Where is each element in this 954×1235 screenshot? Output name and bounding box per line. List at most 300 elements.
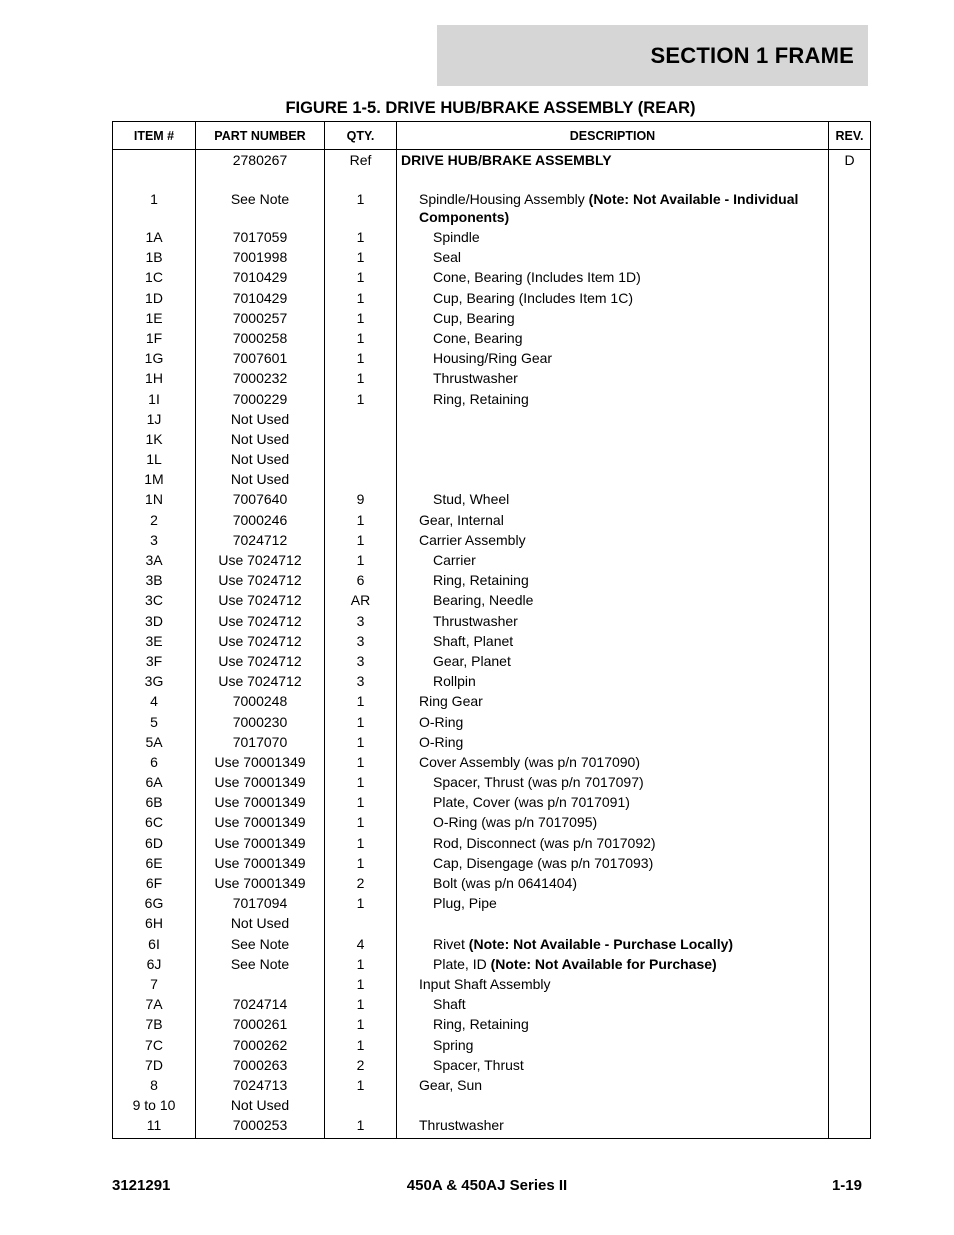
description-text [401, 773, 828, 791]
cell-rev [829, 995, 871, 1015]
cell-qty: 2 [325, 874, 397, 894]
cell-item: 1J [113, 410, 196, 430]
description-label: Seal [433, 249, 462, 266]
description-label: Gear, Sun [419, 1076, 483, 1093]
cell-description [397, 995, 829, 1015]
cell-description [397, 309, 829, 329]
cell-description [397, 713, 829, 733]
cell-description [397, 369, 829, 389]
description-text [401, 713, 828, 731]
cell-part-number: Not Used [196, 914, 325, 934]
table-row [113, 571, 871, 591]
cell-rev [829, 652, 871, 672]
footer-page-number: 1-19 [831, 1177, 862, 1194]
cell-item: 1H [113, 369, 196, 389]
cell-part-number: Use 70001349 [196, 874, 325, 894]
cell-description [397, 692, 829, 712]
cell-item: 1D [113, 289, 196, 309]
cell-part-number: 7000258 [196, 329, 325, 349]
cell-part-number: Use 70001349 [196, 753, 325, 773]
table-row [113, 289, 871, 309]
cell-item: 7B [113, 1015, 196, 1035]
description-text [401, 268, 828, 286]
cell-rev [829, 672, 871, 692]
cell-part-number: Use 70001349 [196, 834, 325, 854]
description-text [401, 813, 828, 831]
cell-qty: 1 [325, 309, 397, 329]
cell-qty: 1 [325, 531, 397, 551]
cell-qty: 1 [325, 369, 397, 389]
cell-part-number: 7000261 [196, 1015, 325, 1035]
cell-qty: 1 [325, 190, 397, 228]
description-text [401, 1036, 828, 1054]
cell-part-number: Use 7024712 [196, 632, 325, 652]
description-text [401, 329, 828, 347]
cell-part-number: Use 7024712 [196, 571, 325, 591]
table-row [113, 150, 871, 191]
table-row [113, 1036, 871, 1056]
cell-qty: Ref [325, 150, 397, 191]
cell-qty: 1 [325, 894, 397, 914]
description-text [401, 390, 828, 408]
cell-qty: 1 [325, 551, 397, 571]
cell-description [397, 1036, 829, 1056]
cell-rev [829, 410, 871, 430]
cell-item: 6 [113, 753, 196, 773]
cell-rev [829, 289, 871, 309]
cell-item: 1L [113, 450, 196, 470]
cell-item: 3A [113, 551, 196, 571]
cell-description [397, 854, 829, 874]
description-label: Plate, Cover (was p/n 7017091) [433, 794, 630, 811]
cell-description [397, 874, 829, 894]
cell-rev [829, 511, 871, 531]
cell-part-number: 7000246 [196, 511, 325, 531]
table-row [113, 1116, 871, 1139]
cell-qty [325, 430, 397, 450]
cell-description [397, 591, 829, 611]
table-row [113, 591, 871, 611]
description-label: Thrustwasher [433, 370, 518, 387]
cell-part-number: 7024712 [196, 531, 325, 551]
description-label: Spacer, Thrust [433, 1056, 524, 1073]
parts-table [112, 121, 871, 1139]
cell-item: 1N [113, 490, 196, 510]
section-banner [437, 25, 868, 86]
cell-rev [829, 713, 871, 733]
cell-description [397, 733, 829, 753]
cell-qty: 1 [325, 854, 397, 874]
cell-rev [829, 450, 871, 470]
cell-part-number: Use 7024712 [196, 551, 325, 571]
cell-item: 7C [113, 1036, 196, 1056]
description-text [401, 894, 828, 912]
cell-rev [829, 190, 871, 228]
cell-item: 8 [113, 1076, 196, 1096]
cell-qty [325, 914, 397, 934]
cell-item: 1B [113, 248, 196, 268]
description-label: Plug, Pipe [433, 895, 497, 912]
cell-qty [325, 1096, 397, 1116]
table-row [113, 450, 871, 470]
table-row [113, 1056, 871, 1076]
cell-part-number: Use 70001349 [196, 793, 325, 813]
description-label: Stud, Wheel [433, 491, 510, 508]
description-text [401, 1076, 828, 1094]
cell-qty: 4 [325, 935, 397, 955]
cell-qty: 1 [325, 793, 397, 813]
cell-rev [829, 955, 871, 975]
table-row [113, 349, 871, 369]
table-row [113, 1096, 871, 1116]
cell-item: 5 [113, 713, 196, 733]
cell-item: 2 [113, 511, 196, 531]
description-text [401, 1015, 828, 1033]
cell-part-number: 7017094 [196, 894, 325, 914]
header-part-number: PART NUMBER [196, 122, 325, 150]
cell-qty: 1 [325, 1036, 397, 1056]
cell-part-number: 7000262 [196, 1036, 325, 1056]
header-description: DESCRIPTION [397, 122, 829, 150]
cell-part-number: See Note [196, 935, 325, 955]
cell-part-number: 7024714 [196, 995, 325, 1015]
cell-description [397, 935, 829, 955]
cell-qty: 1 [325, 753, 397, 773]
description-label: Cup, Bearing [433, 309, 515, 326]
cell-qty: 1 [325, 834, 397, 854]
cell-part-number: See Note [196, 955, 325, 975]
cell-qty: 1 [325, 955, 397, 975]
table-row [113, 490, 871, 510]
cell-rev [829, 531, 871, 551]
table-row [113, 329, 871, 349]
description-label: Housing/Ring Gear [433, 350, 553, 367]
description-text [401, 1056, 828, 1074]
table-row [113, 511, 871, 531]
cell-rev [829, 228, 871, 248]
description-label: Carrier Assembly [419, 531, 526, 548]
description-text [401, 228, 828, 246]
cell-item: 3G [113, 672, 196, 692]
description-text [401, 591, 828, 609]
description-text [401, 551, 828, 569]
cell-item [113, 150, 196, 191]
table-row [113, 410, 871, 430]
description-label: Shaft [433, 996, 466, 1013]
description-text [401, 369, 828, 387]
table-row [113, 813, 871, 833]
cell-qty [325, 410, 397, 430]
description-label: Cap, Disengage (was p/n 7017093) [433, 854, 654, 871]
description-text [401, 692, 828, 710]
table-row [113, 190, 871, 228]
cell-rev: D [829, 150, 871, 191]
cell-item: 1 [113, 190, 196, 228]
description-label: Rivet [433, 935, 469, 952]
cell-rev [829, 571, 871, 591]
cell-item: 1F [113, 329, 196, 349]
table-row [113, 390, 871, 410]
cell-qty: 1 [325, 995, 397, 1015]
description-label: Ring, Retaining [433, 572, 529, 589]
description-label: Input Shaft Assembly [419, 975, 551, 992]
cell-item: 7D [113, 1056, 196, 1076]
figure-title: FIGURE 1-5. DRIVE HUB/BRAKE ASSEMBLY (REAR) [285, 99, 696, 117]
description-text [401, 531, 828, 549]
cell-part-number: 7010429 [196, 268, 325, 288]
table-row [113, 531, 871, 551]
description-label: Spacer, Thrust (was p/n 7017097) [433, 774, 644, 791]
cell-qty: 3 [325, 652, 397, 672]
cell-rev [829, 329, 871, 349]
cell-rev [829, 430, 871, 450]
cell-item: 9 to 10 [113, 1096, 196, 1116]
cell-description [397, 632, 829, 652]
cell-qty: 1 [325, 713, 397, 733]
cell-description [397, 150, 829, 191]
cell-rev [829, 248, 871, 268]
description-text [401, 248, 828, 266]
description-label: O-Ring (was p/n 7017095) [433, 814, 598, 831]
cell-qty: 1 [325, 1015, 397, 1035]
cell-description [397, 228, 829, 248]
cell-description [397, 672, 829, 692]
table-row [113, 975, 871, 995]
table-row [113, 935, 871, 955]
description-text [401, 349, 828, 367]
cell-qty: 1 [325, 1076, 397, 1096]
cell-part-number: Use 7024712 [196, 652, 325, 672]
cell-item: 3C [113, 591, 196, 611]
description-text [401, 652, 828, 670]
cell-item: 6G [113, 894, 196, 914]
cell-item: 7A [113, 995, 196, 1015]
cell-part-number: Not Used [196, 430, 325, 450]
cell-rev [829, 894, 871, 914]
table-row [113, 612, 871, 632]
description-text [401, 854, 828, 872]
cell-part-number: 7000257 [196, 309, 325, 329]
description-text [401, 733, 828, 751]
description-text [401, 309, 828, 327]
cell-item: 4 [113, 692, 196, 712]
description-label: Spindle [433, 229, 480, 245]
table-row [113, 733, 871, 753]
cell-rev [829, 793, 871, 813]
table-row [113, 309, 871, 329]
table-row [113, 955, 871, 975]
cell-item: 6E [113, 854, 196, 874]
cell-description [397, 1096, 829, 1116]
table-row [113, 470, 871, 490]
cell-part-number: 7017070 [196, 733, 325, 753]
cell-item: 7 [113, 975, 196, 995]
description-label: Spindle/Housing Assembly [419, 191, 589, 207]
table-row [113, 248, 871, 268]
cell-part-number: 7000253 [196, 1116, 325, 1139]
description-label: Thrustwasher [433, 612, 518, 629]
cell-part-number: 7000230 [196, 713, 325, 733]
cell-part-number: Use 70001349 [196, 854, 325, 874]
cell-qty: 1 [325, 975, 397, 995]
cell-rev [829, 268, 871, 288]
cell-part-number: 7000263 [196, 1056, 325, 1076]
cell-rev [829, 1015, 871, 1035]
cell-description [397, 349, 829, 369]
cell-item: 1K [113, 430, 196, 450]
table-header-row [113, 122, 871, 150]
cell-qty: 1 [325, 268, 397, 288]
cell-rev [829, 1116, 871, 1139]
cell-qty: 9 [325, 490, 397, 510]
cell-part-number: 7007640 [196, 490, 325, 510]
cell-description [397, 390, 829, 410]
description-label: Cone, Bearing [433, 329, 523, 346]
cell-description [397, 551, 829, 571]
cell-description [397, 268, 829, 288]
description-label: Bolt (was p/n 0641404) [433, 875, 577, 891]
description-text [401, 935, 828, 953]
cell-rev [829, 369, 871, 389]
table-row [113, 713, 871, 733]
cell-item: 1E [113, 309, 196, 329]
description-text [401, 672, 828, 690]
cell-rev [829, 612, 871, 632]
table-row [113, 672, 871, 692]
description-label: Cone, Bearing (Includes Item 1D) [433, 269, 641, 286]
cell-qty: AR [325, 591, 397, 611]
cell-part-number: Not Used [196, 470, 325, 490]
cell-description [397, 329, 829, 349]
cell-part-number: 7000248 [196, 692, 325, 712]
description-note: (Note: Not Available for Purchase) [490, 955, 717, 972]
cell-description [397, 1116, 829, 1139]
cell-item: 1I [113, 390, 196, 410]
table-row [113, 793, 871, 813]
cell-item: 5A [113, 733, 196, 753]
cell-description [397, 612, 829, 632]
table-row [113, 369, 871, 389]
cell-item: 6C [113, 813, 196, 833]
description-text [401, 612, 828, 630]
table-row [113, 914, 871, 934]
cell-item: 1G [113, 349, 196, 369]
description-label: Thrustwasher [419, 1117, 504, 1134]
cell-rev [829, 733, 871, 753]
cell-description [397, 813, 829, 833]
cell-item: 6A [113, 773, 196, 793]
description-label: Gear, Internal [419, 511, 504, 528]
cell-qty: 2 [325, 1056, 397, 1076]
cell-description [397, 1015, 829, 1035]
cell-rev [829, 632, 871, 652]
cell-rev [829, 349, 871, 369]
cell-rev [829, 1036, 871, 1056]
table-row [113, 652, 871, 672]
cell-description [397, 289, 829, 309]
description-text [401, 975, 828, 993]
cell-item: 6F [113, 874, 196, 894]
table-row [113, 692, 871, 712]
cell-rev [829, 773, 871, 793]
cell-rev [829, 813, 871, 833]
cell-description [397, 773, 829, 793]
description-text [401, 995, 828, 1013]
cell-description [397, 190, 829, 228]
table-row [113, 995, 871, 1015]
cell-qty: 3 [325, 612, 397, 632]
cell-description [397, 571, 829, 591]
header-qty: QTY. [325, 122, 397, 150]
cell-description [397, 430, 829, 450]
description-text [401, 874, 828, 892]
description-label: Rod, Disconnect (was p/n 7017092) [433, 834, 656, 851]
cell-description [397, 450, 829, 470]
cell-rev [829, 390, 871, 410]
description-text [401, 955, 828, 973]
description-text [401, 151, 828, 169]
table-row [113, 1076, 871, 1096]
description-note: (Note: Not Available - Individual Components) [419, 191, 799, 225]
cell-rev [829, 1076, 871, 1096]
cell-item: 3B [113, 571, 196, 591]
cell-qty: 1 [325, 248, 397, 268]
table-row [113, 834, 871, 854]
description-label: Cover Assembly (was p/n 7017090) [419, 753, 640, 770]
footer-model: 450A & 450AJ Series II [406, 1177, 568, 1194]
cell-qty: 6 [325, 571, 397, 591]
cell-part-number: 7001998 [196, 248, 325, 268]
cell-qty: 3 [325, 632, 397, 652]
cell-qty: 1 [325, 733, 397, 753]
description-label: O-Ring [419, 733, 464, 750]
cell-rev [829, 551, 871, 571]
cell-description [397, 955, 829, 975]
cell-part-number: 7000232 [196, 369, 325, 389]
cell-description [397, 470, 829, 490]
description-label: O-Ring [419, 713, 464, 730]
table-row [113, 854, 871, 874]
cell-item: 6D [113, 834, 196, 854]
cell-qty: 1 [325, 390, 397, 410]
description-label: Gear, Planet [433, 652, 511, 669]
cell-description [397, 834, 829, 854]
cell-rev [829, 692, 871, 712]
cell-part-number: Use 7024712 [196, 612, 325, 632]
table-row [113, 753, 871, 773]
cell-part-number: Use 7024712 [196, 672, 325, 692]
footer-doc-number: 3121291 [112, 1177, 171, 1194]
description-label: Ring, Retaining [433, 390, 529, 407]
cell-description [397, 975, 829, 995]
description-text [401, 190, 828, 226]
cell-rev [829, 490, 871, 510]
description-text [401, 1116, 828, 1134]
cell-description [397, 793, 829, 813]
cell-rev [829, 935, 871, 955]
cell-part-number: Use 70001349 [196, 773, 325, 793]
section-title: SECTION 1 FRAME [650, 42, 854, 68]
cell-item: 11 [113, 1116, 196, 1139]
description-label: Rollpin [433, 673, 476, 690]
description-label: DRIVE HUB/BRAKE ASSEMBLY [401, 152, 612, 168]
cell-item: 6I [113, 935, 196, 955]
cell-description [397, 531, 829, 551]
cell-item: 1A [113, 228, 196, 248]
cell-qty [325, 450, 397, 470]
description-label: Bearing, Needle [433, 592, 534, 609]
cell-description [397, 753, 829, 773]
